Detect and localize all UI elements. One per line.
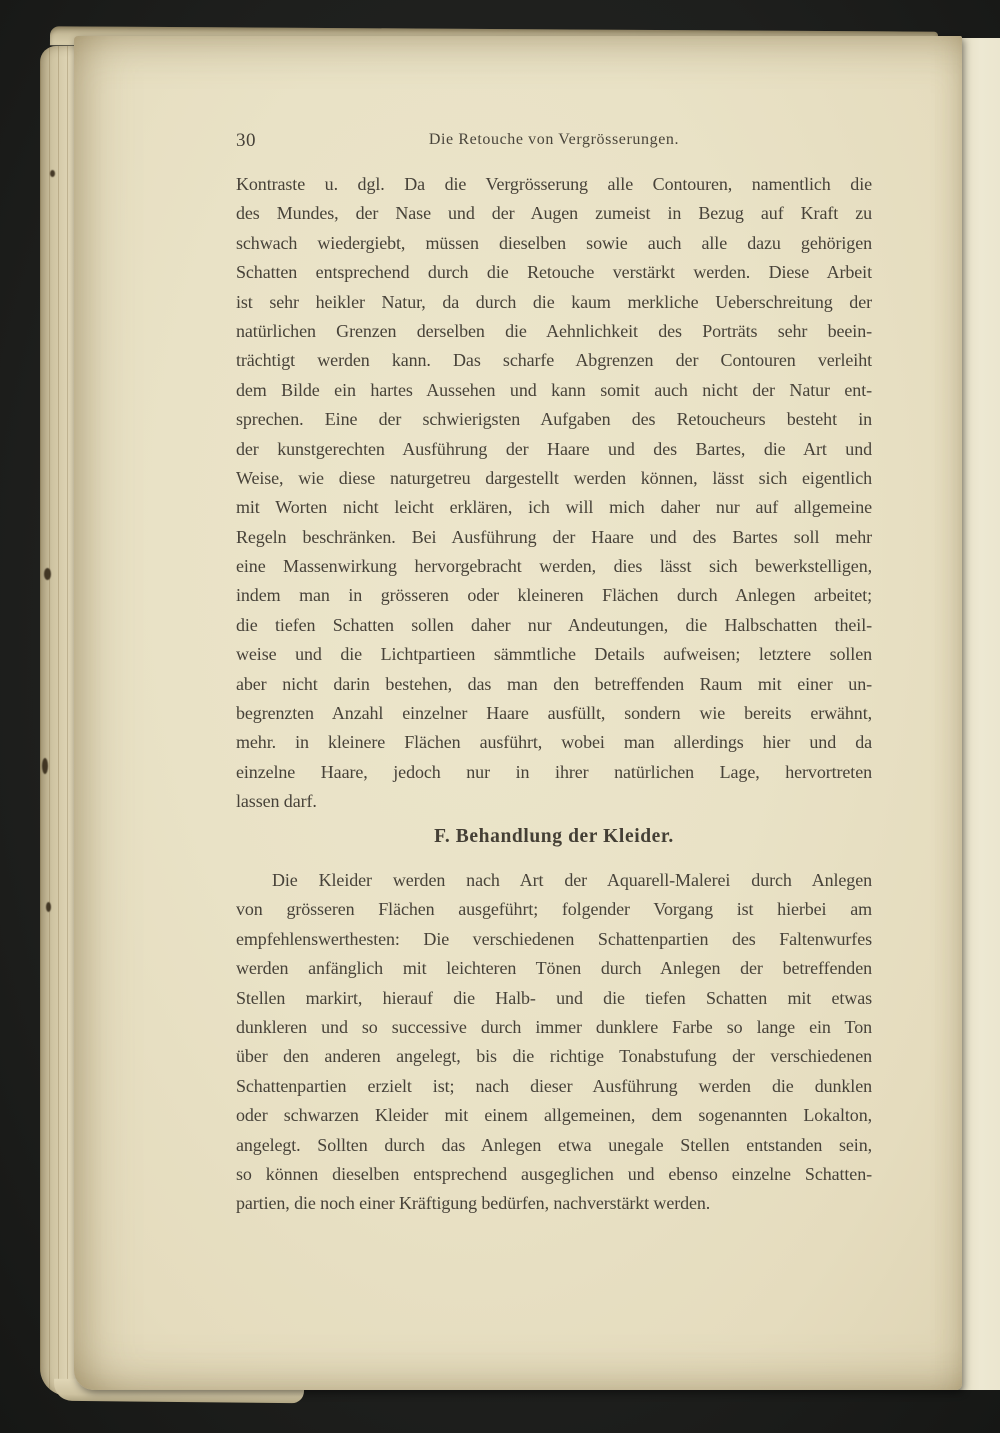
text-line: dem Bilde ein hartes Aussehen und kann somit auch nicht der Natur ent- <box>236 379 872 400</box>
text-line: einzelne Haare, jedoch nur in ihrer natürlichen Lage, hervortreten <box>236 761 872 782</box>
fore-edge-speck <box>42 758 48 774</box>
text-line: Die Kleider werden nach Art der Aquarell-Malerei durch Anlegen <box>272 870 872 890</box>
text-line: natürlichen Grenzen derselben die Aehnlichkeit des Porträts sehr beein- <box>236 320 872 341</box>
fore-edge-speck <box>50 170 55 177</box>
text-line: aber nicht darin bestehen, das man den betreffenden Raum mit einer un- <box>236 673 872 694</box>
text-line: Weise, wie diese naturgetreu dargestellt werden können, lässt sich eigentlich <box>236 467 872 488</box>
text-line: Regeln beschränken. Bei Ausführung der Haare und des Bartes soll mehr <box>236 526 872 547</box>
text-line: des Mundes, der Nase und der Augen zumeist in Bezug auf Kraft zu <box>236 203 872 224</box>
paragraph-kleider <box>236 866 872 1219</box>
running-header: Die Retouche von Vergrösserungen. <box>428 131 680 148</box>
text-line: angelegt. Sollten durch das Anlegen etwa unegale Stellen entstanden sein, <box>236 1134 872 1155</box>
text-line: trächtigt werden kann. Das scharfe Abgrenzen der Contouren verleiht <box>236 350 872 371</box>
text-line: werden anfänglich mit leichteren Tönen durch Anlegen der betreffenden <box>236 958 872 979</box>
folio-row <box>236 130 872 156</box>
paragraph-continued <box>236 170 872 817</box>
section-heading: F. Behandlung der Kleider. <box>434 826 674 847</box>
text-line: lassen darf. <box>236 791 317 812</box>
text-line: weise und die Lichtpartieen sämmtliche Details aufweisen; letztere sollen <box>236 644 872 665</box>
text-line: sprechen. Eine der schwierigsten Aufgaben des Retoucheurs besteht in <box>236 409 872 430</box>
text-line: ist sehr heikler Natur, da durch die kaum merkliche Ueberschreitung der <box>236 291 872 312</box>
text-line: Schattenpartien erzielt ist; nach dieser Ausführung werden die dunklen <box>236 1075 872 1096</box>
fore-edge-speck <box>44 568 51 580</box>
text-line: schwach wiedergiebt, müssen dieselben sowie auch alle dazu gehörigen <box>236 232 872 253</box>
text-line: über den anderen angelegt, bis die richtige Tonabstufung der verschiedenen <box>236 1046 872 1067</box>
text-line: Schatten entsprechend durch die Retouche verstärkt werden. Diese Arbeit <box>236 262 872 283</box>
text-line: der kunstgerechten Ausführung der Haare und des Bartes, die Art und <box>236 438 872 459</box>
page-number: 30 <box>236 130 256 151</box>
text-line: von grösseren Flächen ausgeführt; folgender Vorgang ist hierbei am <box>236 899 872 920</box>
text-line: eine Massenwirkung hervorgebracht werden, dies lässt sich bewerkstelligen, <box>236 556 872 577</box>
text-line: empfehlenswerthesten: Die verschiedenen Schattenpartien des Faltenwurfes <box>236 928 872 949</box>
text-line: dunkleren und so successive durch immer dunklere Farbe so lange ein Ton <box>236 1016 872 1037</box>
text-line: Stellen markirt, hierauf die Halb- und die tiefen Schatten mit etwas <box>236 987 872 1008</box>
text-line: so können dieselben entsprechend ausgeglichen und ebenso einzelne Schatten- <box>236 1163 872 1184</box>
text-line: Kontraste u. dgl. Da die Vergrösserung alle Contouren, namentlich die <box>236 174 872 194</box>
fore-edge-speck <box>46 902 51 912</box>
text-line: partien, die noch einer Kräftigung bedürfen, nachverstärkt werden. <box>236 1193 711 1214</box>
text-line: die tiefen Schatten sollen daher nur Andeutungen, die Halbschatten theil- <box>236 614 872 635</box>
text-line: mehr. in kleinere Flächen ausführt, wobei man allerdings hier und da <box>236 732 872 753</box>
text-line: indem man in grösseren oder kleineren Flächen durch Anlegen arbeitet; <box>236 585 872 606</box>
text-line: mit Worten nicht leicht erklären, ich will mich daher nur auf allgemeine <box>236 497 872 518</box>
text-line: begrenzten Anzahl einzelner Haare ausfüllt, sondern wie bereits erwähnt, <box>236 703 872 724</box>
text-line: oder schwarzen Kleider mit einem allgemeinen, dem sogenannten Lokalton, <box>236 1105 872 1126</box>
book-page <box>74 36 962 1390</box>
